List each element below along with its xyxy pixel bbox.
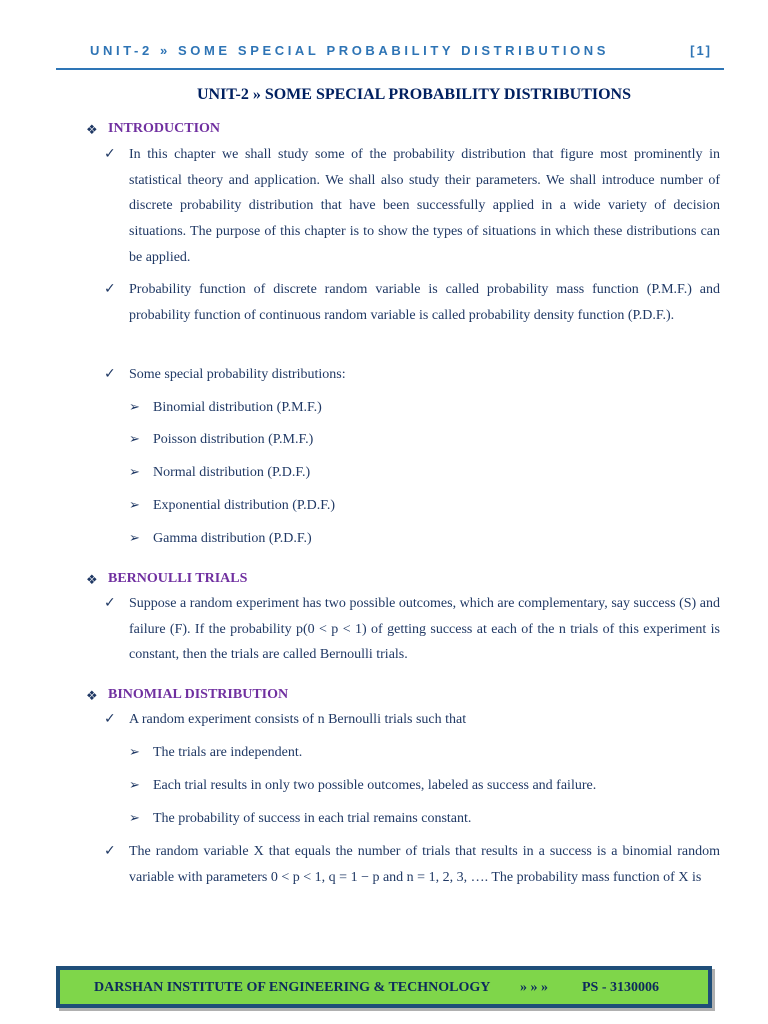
running-header [56, 40, 724, 70]
check-bullet-icon: ✓ [104, 366, 116, 382]
arrow-bullet-icon: ➢ [129, 745, 140, 760]
distribution-item: Exponential distribution (P.D.F.) [153, 498, 336, 513]
section-heading-bernoulli: BERNOULLI TRIALS [108, 571, 248, 586]
check-bullet-icon: ✓ [104, 281, 116, 297]
arrow-bullet-icon: ➢ [129, 811, 140, 826]
condition-item: The probability of success in each trial remains constant. [153, 811, 472, 826]
header-title: UNIT-2 » SOME SPECIAL PROBABILITY DISTRIBUTIONS [90, 43, 610, 58]
check-bullet-icon: ✓ [104, 146, 116, 162]
arrow-bullet-icon: ➢ [129, 778, 140, 793]
bernoulli-paragraph: Suppose a random experiment has two possible outcomes, which are complementary, say success (S) and failure (F). If the probability p(0 < p < 1) of getting success at each of the n trials of this experiment is constant, then the trials are called Bernoulli trials. [129, 596, 720, 663]
binomial-paragraph-1: A random experiment consists of n Bernoulli trials such that [129, 712, 467, 727]
distribution-item: Poisson distribution (P.M.F.) [153, 432, 314, 447]
section-heading-binomial: BINOMIAL DISTRIBUTION [108, 687, 289, 702]
arrow-bullet-icon: ➢ [129, 465, 140, 480]
intro-paragraph-2: Probability function of discrete random variable is called probability mass function (P.M.F.) and probability function of continuous random variable is called probability density function (P.D.F.). [129, 282, 720, 323]
intro-paragraph-1: In this chapter we shall study some of the probability distribution that figure most prominently in statistical theory and application. We shall also study their parameters. We shall introduce number of discrete probability distribution that have been successfully applied in a wide variety of decision situations. The purpose of this chapter is to show the types of situations in which these distributions can be applied. [129, 147, 720, 265]
binomial-paragraph-2: The random variable X that equals the number of trials that results in a success is a binomial random variable with parameters 0 < p < 1, q = 1 − p and n = 1, 2, 3, …. The probability mass function of X is [129, 844, 720, 885]
footer-banner [56, 966, 712, 1008]
diamond-bullet-icon: ❖ [86, 688, 98, 703]
condition-item: The trials are independent. [153, 745, 303, 760]
footer-arrows: » » » [520, 980, 548, 995]
section-heading-introduction: INTRODUCTION [108, 121, 221, 136]
distribution-item: Binomial distribution (P.M.F.) [153, 400, 322, 415]
check-bullet-icon: ✓ [104, 843, 116, 859]
arrow-bullet-icon: ➢ [129, 400, 140, 415]
diamond-bullet-icon: ❖ [86, 572, 98, 587]
arrow-bullet-icon: ➢ [129, 432, 140, 447]
intro-paragraph-3: Some special probability distributions: [129, 367, 346, 382]
check-bullet-icon: ✓ [104, 711, 116, 727]
condition-item: Each trial results in only two possible outcomes, labeled as success and failure. [153, 778, 597, 793]
distribution-item: Gamma distribution (P.D.F.) [153, 531, 312, 546]
footer-institute: DARSHAN INSTITUTE OF ENGINEERING & TECHNOLOGY [94, 980, 491, 995]
page-title: UNIT-2 » SOME SPECIAL PROBABILITY DISTRIBUTIONS [196, 86, 632, 103]
page-number: [1] [690, 43, 712, 58]
diamond-bullet-icon: ❖ [86, 122, 98, 137]
distribution-item: Normal distribution (P.D.F.) [153, 465, 311, 480]
footer-course-code: PS - 3130006 [582, 980, 659, 995]
arrow-bullet-icon: ➢ [129, 531, 140, 546]
arrow-bullet-icon: ➢ [129, 498, 140, 513]
check-bullet-icon: ✓ [104, 595, 116, 611]
